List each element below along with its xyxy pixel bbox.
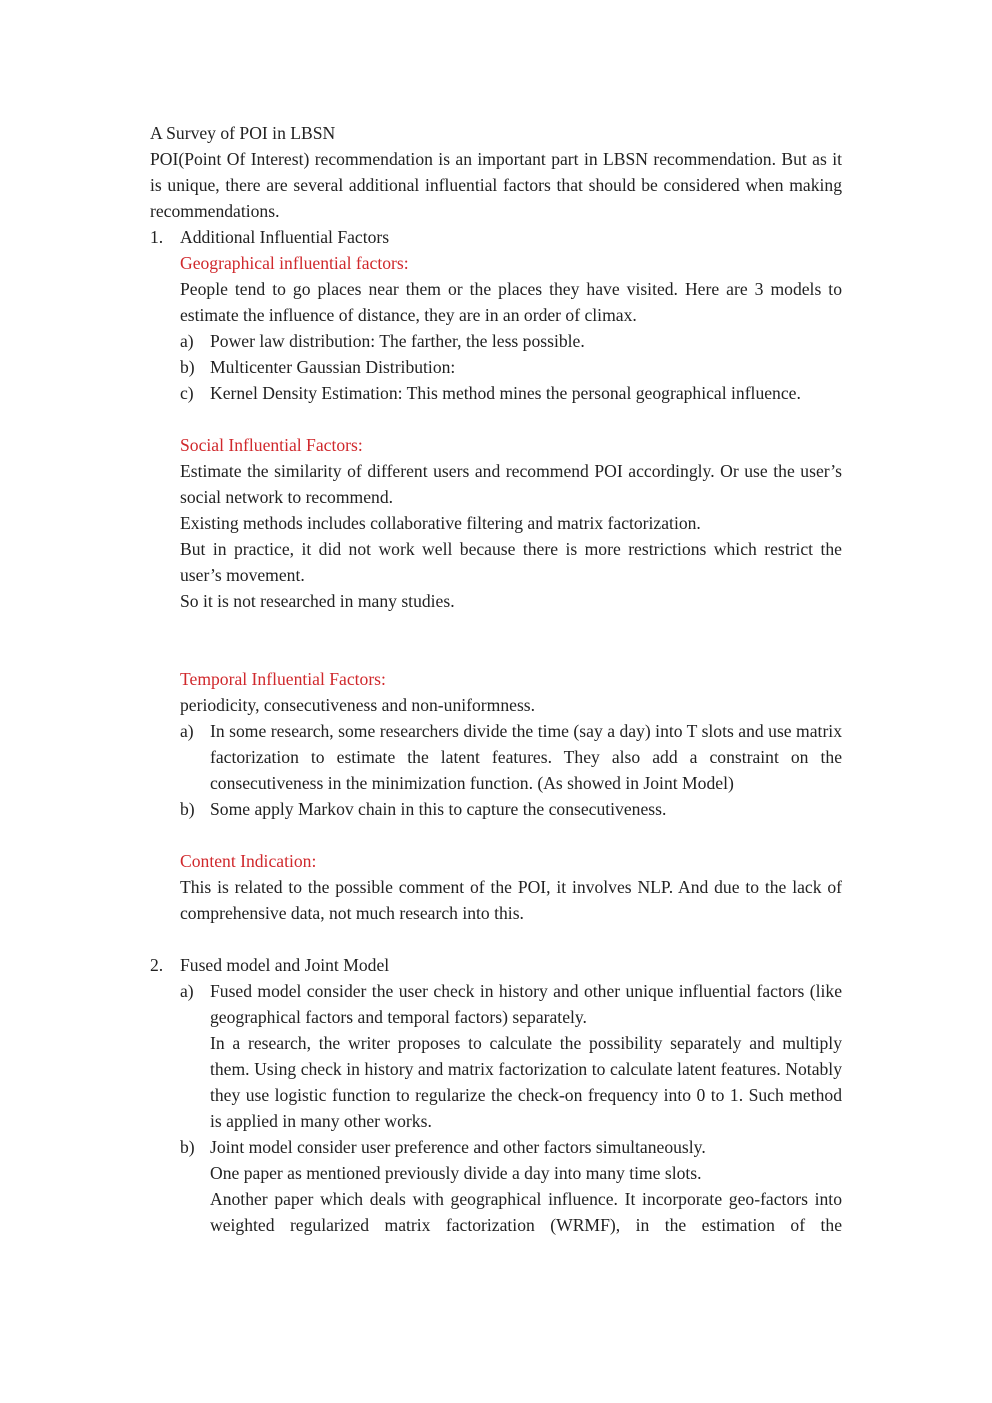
section-1-heading: Additional Influential Factors: [180, 227, 390, 247]
list-marker: b): [180, 1137, 195, 1157]
spacer: [180, 926, 842, 952]
document-title: A Survey of POI in LBSN: [150, 123, 336, 143]
social-factors-paragraph: So it is not researched in many studies.: [180, 591, 455, 611]
list-item-text: Fused model consider the user check in history and other unique influential factors (like geographical factors and temporal factors) separately.: [210, 981, 842, 1027]
content-indication-text: This is related to the possible comment of the POI, it involves NLP. And due to the lack of comprehensive data, not much research into this.: [180, 877, 842, 923]
list-marker: a): [180, 981, 194, 1001]
list-marker: b): [180, 799, 195, 819]
temporal-factors-heading: Temporal Influential Factors:: [180, 669, 386, 689]
list-item-text: Joint model consider user preference and other factors simultaneously.: [210, 1137, 706, 1157]
list-item: [180, 354, 842, 380]
social-factors-heading: Social Influential Factors:: [180, 435, 363, 455]
spacer: [180, 822, 842, 848]
social-factors-paragraph: But in practice, it did not work well because there is more restrictions which restrict the user’s movement.: [180, 539, 842, 585]
list-item-text: Multicenter Gaussian Distribution:: [210, 357, 456, 377]
list-item-text: Power law distribution: The farther, the less possible.: [210, 331, 585, 351]
geo-factors-section: [150, 250, 842, 952]
list-item-text: One paper as mentioned previously divide a day into many time slots.: [210, 1163, 702, 1183]
list-marker: a): [180, 721, 194, 741]
section-2-number: 2.: [150, 955, 164, 975]
list-marker: a): [180, 331, 194, 351]
intro-paragraph: POI(Point Of Interest) recommendation is an important part in LBSN recommendation. But as it is unique, there are several additional influential factors that should be considered when making recommendations.: [150, 149, 842, 221]
list-item: [180, 328, 842, 354]
list-item: [180, 978, 842, 1134]
list-marker: c): [180, 383, 194, 403]
geo-factors-text: People tend to go places near them or the places they have visited. Here are 3 models to estimate the influence of distance, they are in an order of climax.: [180, 279, 842, 325]
section-1-number: 1.: [150, 227, 164, 247]
list-item: [180, 380, 842, 406]
section-1: [150, 224, 842, 250]
section-2-heading: Fused model and Joint Model: [180, 955, 390, 975]
list-marker: b): [180, 357, 195, 377]
content-indication-heading: Content Indication:: [180, 851, 317, 871]
list-item: [180, 1134, 842, 1238]
social-factors-paragraph: Estimate the similarity of different users and recommend POI accordingly. Or use the user’s social network to recommend.: [180, 461, 842, 507]
social-factors-paragraph: Existing methods includes collaborative filtering and matrix factorization.: [180, 513, 701, 533]
list-item-text: Some apply Markov chain in this to capture the consecutiveness.: [210, 799, 667, 819]
list-item: [180, 718, 842, 796]
temporal-factors-text: periodicity, consecutiveness and non-uniformness.: [180, 695, 536, 715]
list-item-text: Another paper which deals with geographical influence. It incorporate geo-factors into weighted regularized matrix factorization (WRMF), in the estimation of the: [210, 1189, 842, 1235]
geo-factors-heading: Geographical influential factors:: [180, 253, 409, 273]
list-item-text: Kernel Density Estimation: This method mines the personal geographical influence.: [210, 383, 801, 403]
document-body: [150, 120, 842, 1238]
list-item-text: In a research, the writer proposes to calculate the possibility separately and multiply them. Using check in history and matrix factorization to calculate latent features. Notably they use logistic function to regularize the check-on frequency into 0 to 1. Such method is applied in many other works.: [210, 1033, 842, 1131]
spacer: [180, 614, 842, 666]
section-2: [150, 952, 842, 978]
list-item-text: In some research, some researchers divide the time (say a day) into T slots and use matrix factorization to estimate the latent features. They also add a constraint on the consecutiveness in the minimization function. (As showed in Joint Model): [210, 721, 842, 793]
list-item: [180, 796, 842, 822]
models-section: [150, 978, 842, 1238]
spacer: [180, 406, 842, 432]
